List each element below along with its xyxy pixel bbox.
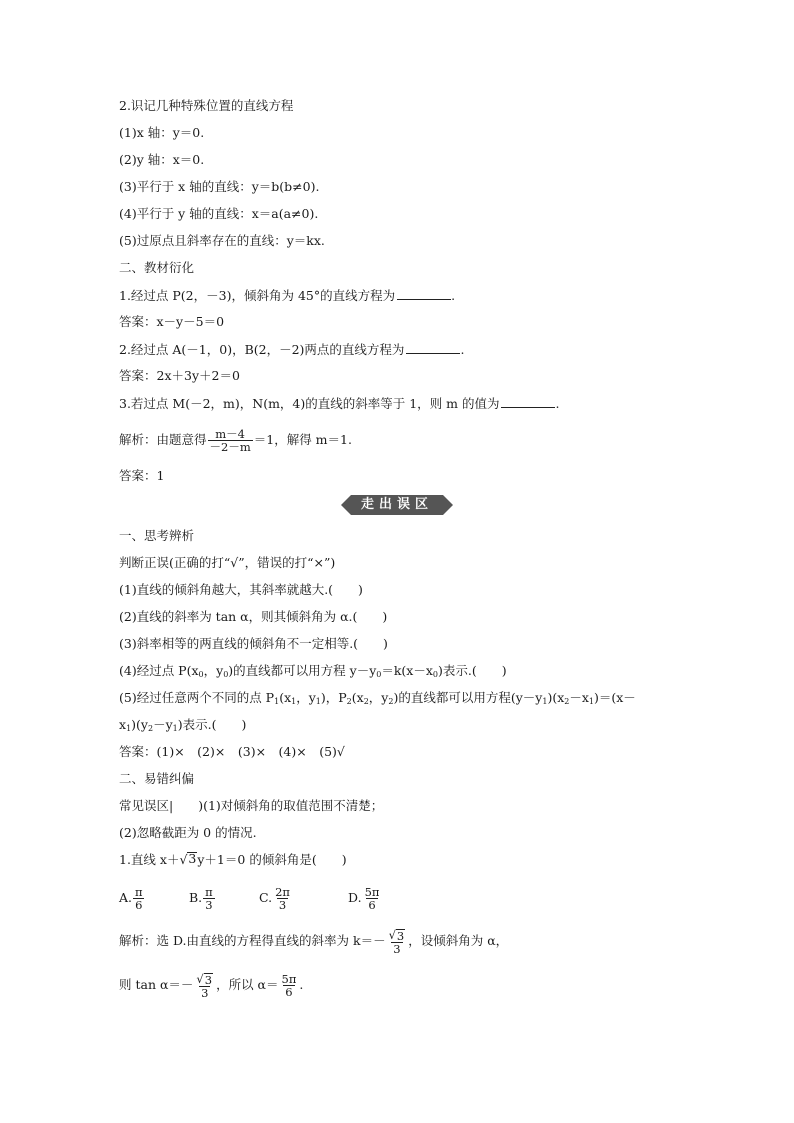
errors-solution-line-1 (119, 924, 508, 958)
textbook-question-3 (119, 395, 559, 411)
option-label: C. (259, 890, 273, 905)
tan-fraction (194, 973, 215, 999)
slope-fraction (208, 428, 253, 453)
text-run: ，y (296, 690, 316, 705)
section-banner (339, 493, 455, 517)
fraction-numerator: 5π (281, 972, 297, 986)
textbook-solution-3 (119, 426, 352, 454)
q2-end: . (460, 342, 465, 357)
subscript: 1 (274, 697, 280, 706)
special-line-item-5: (5)过原点且斜率存在的直线：y＝kx. (119, 233, 325, 248)
text-run: )的直线都可以用方程(y－y (393, 690, 543, 705)
text-run: )表示.( ) (438, 663, 507, 678)
text-run: 则 tan α＝－ (119, 977, 194, 992)
text-run: (x (279, 690, 292, 705)
textbook-answer-3: 答案：1 (119, 468, 165, 483)
think-item-4 (119, 663, 507, 679)
subscript: 2 (564, 697, 570, 706)
text-run: (4)经过点 P(x (119, 663, 199, 678)
q3-text: 3.若过点 M(－2，m)，N(m，4)的直线的斜率等于 1，则 m 的值为 (119, 396, 500, 411)
fraction-denominator: 3 (278, 898, 287, 912)
fraction-denominator: 3 (201, 985, 209, 1000)
fraction-denominator: 6 (135, 898, 143, 912)
text-run: x (119, 717, 127, 732)
special-line-item-3: (3)平行于 x 轴的直线：y＝b(b≠0). (119, 179, 320, 194)
textbook-answer-1: 答案：x－y－5＝0 (119, 314, 225, 329)
think-item-2: (2)直线的斜率为 tan α，则其倾斜角为 α.( ) (119, 609, 388, 624)
radicand: 3 (188, 851, 197, 866)
fraction-denominator: 6 (285, 985, 293, 999)
fraction-numerator (387, 929, 408, 942)
subscript: 1 (172, 724, 178, 733)
fraction-denominator: 6 (368, 898, 376, 912)
fraction-numerator: π (205, 885, 213, 899)
text-run: 解析：选 D.由直线的方程得直线的斜率为 k＝－ (119, 933, 386, 948)
subscript: 2 (388, 697, 394, 706)
errors-line-2: (2)忽略截距为 0 的情况. (119, 825, 257, 840)
special-lines-heading: 2.识记几种特殊位置的直线方程 (119, 98, 294, 113)
textbook-question-1 (119, 287, 455, 303)
sqrt-expression (196, 973, 213, 986)
textbook-question-2 (119, 341, 464, 357)
subscript: 0 (432, 670, 439, 679)
radicand: 3 (396, 928, 405, 943)
text-run: ＝k(x－x (381, 663, 433, 678)
subscript: 1 (126, 724, 132, 733)
think-answer: 答案：(1)× (2)× (3)× (4)× (5)√ (119, 744, 345, 759)
text-run: )(x (547, 690, 565, 705)
text-run: )(y (131, 717, 148, 732)
option-label: D. (348, 890, 362, 905)
errors-line-1: 常见误区| )(1)对倾斜角的取值范围不清楚； (119, 798, 384, 813)
text-run: 1.直线 x＋ (119, 852, 180, 867)
special-line-item-1: (1)x 轴：y＝0. (119, 125, 205, 140)
option-b (189, 882, 259, 914)
banner-left-arrow-icon (341, 495, 351, 515)
q1-text: 1.经过点 P(2，－3)，倾斜角为 45°的直线方程为 (119, 288, 396, 303)
banner-right-arrow-icon (443, 495, 453, 515)
text-run: ，y (203, 663, 224, 678)
fraction-denominator: －2－m (209, 440, 251, 454)
think-heading: 一、思考辨析 (119, 528, 195, 543)
think-item-5-continued (119, 717, 246, 733)
fraction-numerator: 5π (364, 885, 380, 899)
textbook-heading: 二、教材衍化 (119, 260, 195, 275)
think-item-5 (119, 690, 636, 706)
answer-blank (397, 287, 451, 300)
think-item-3: (3)斜率相等的两直线的倾斜角不一定相等.( ) (119, 636, 388, 651)
text-run: )＝(x－ (594, 690, 636, 705)
subscript: 2 (363, 697, 369, 706)
text-run: －x (569, 690, 589, 705)
text-run: )，P (320, 690, 347, 705)
option-label: B. (189, 890, 203, 905)
errors-heading: 二、易错纠偏 (119, 771, 195, 786)
banner-label: 走出误区 (351, 495, 443, 515)
alpha-fraction (280, 973, 299, 998)
errors-options (119, 882, 408, 914)
text-run: ，设倾斜角为 α， (408, 933, 509, 948)
radical-sign-icon: √ (388, 927, 396, 942)
special-line-item-4: (4)平行于 y 轴的直线：x＝a(a≠0). (119, 206, 319, 221)
errors-question-1 (119, 852, 347, 868)
subscript: 0 (198, 670, 204, 679)
text-run: (5)经过任意两个不同的点 P (119, 690, 275, 705)
slope-fraction (387, 929, 408, 955)
fraction-numerator: m－4 (215, 427, 245, 441)
q2-text: 2.经过点 A(－1，0)，B(2，－2)两点的直线方程为 (119, 342, 405, 357)
answer-blank (501, 395, 555, 408)
option-d (348, 882, 408, 914)
fraction-denominator: 3 (393, 941, 401, 956)
subscript: 1 (542, 697, 548, 706)
errors-solution-line-2 (119, 968, 303, 1002)
text-run: (x (351, 690, 364, 705)
fraction-denominator: 3 (205, 898, 213, 912)
fraction-numerator: π (135, 885, 143, 899)
fraction-numerator: 2π (275, 885, 290, 899)
option-label: A. (119, 890, 133, 905)
subscript: 0 (376, 670, 382, 679)
jiexi-prefix: 解析：由题意得 (119, 432, 207, 447)
option-fraction (363, 886, 382, 911)
text-run: ，y (368, 690, 389, 705)
radical-sign-icon: √ (196, 971, 204, 986)
text-run: . (299, 977, 304, 992)
radicand: 3 (204, 972, 213, 987)
text-run: )表示.( ) (177, 717, 247, 732)
sqrt-expression (389, 929, 406, 942)
think-item-1: (1)直线的倾斜角越大，其斜率就越大.( ) (119, 582, 363, 597)
think-instruction: 判断正误(正确的打“√”，错误的打“×”) (119, 555, 336, 570)
radical-sign-icon: √ (179, 852, 188, 867)
option-fraction (133, 886, 145, 911)
subscript: 1 (315, 697, 321, 706)
text-run: )的直线都可以用方程 y－y (228, 663, 377, 678)
subscript: 1 (588, 697, 594, 706)
subscript: 2 (346, 697, 352, 706)
subscript: 1 (291, 697, 297, 706)
subscript: 0 (223, 670, 229, 679)
q1-end: . (451, 288, 456, 303)
fraction-numerator (194, 973, 215, 986)
jiexi-suffix: ＝1，解得 m＝1. (253, 432, 352, 447)
text-run: ，所以 α＝ (216, 977, 279, 992)
q3-end: . (555, 396, 560, 411)
option-a (119, 882, 189, 914)
text-run: y＋1＝0 的倾斜角是( ) (197, 852, 347, 867)
special-line-item-2: (2)y 轴：x＝0. (119, 152, 205, 167)
sqrt-expression (179, 852, 197, 868)
subscript: 2 (147, 724, 154, 733)
option-fraction (203, 886, 215, 911)
textbook-answer-2: 答案：2x＋3y＋2＝0 (119, 368, 240, 383)
option-fraction (273, 886, 292, 911)
text-run: －y (153, 717, 173, 732)
answer-blank (406, 341, 460, 354)
option-c (259, 882, 348, 914)
